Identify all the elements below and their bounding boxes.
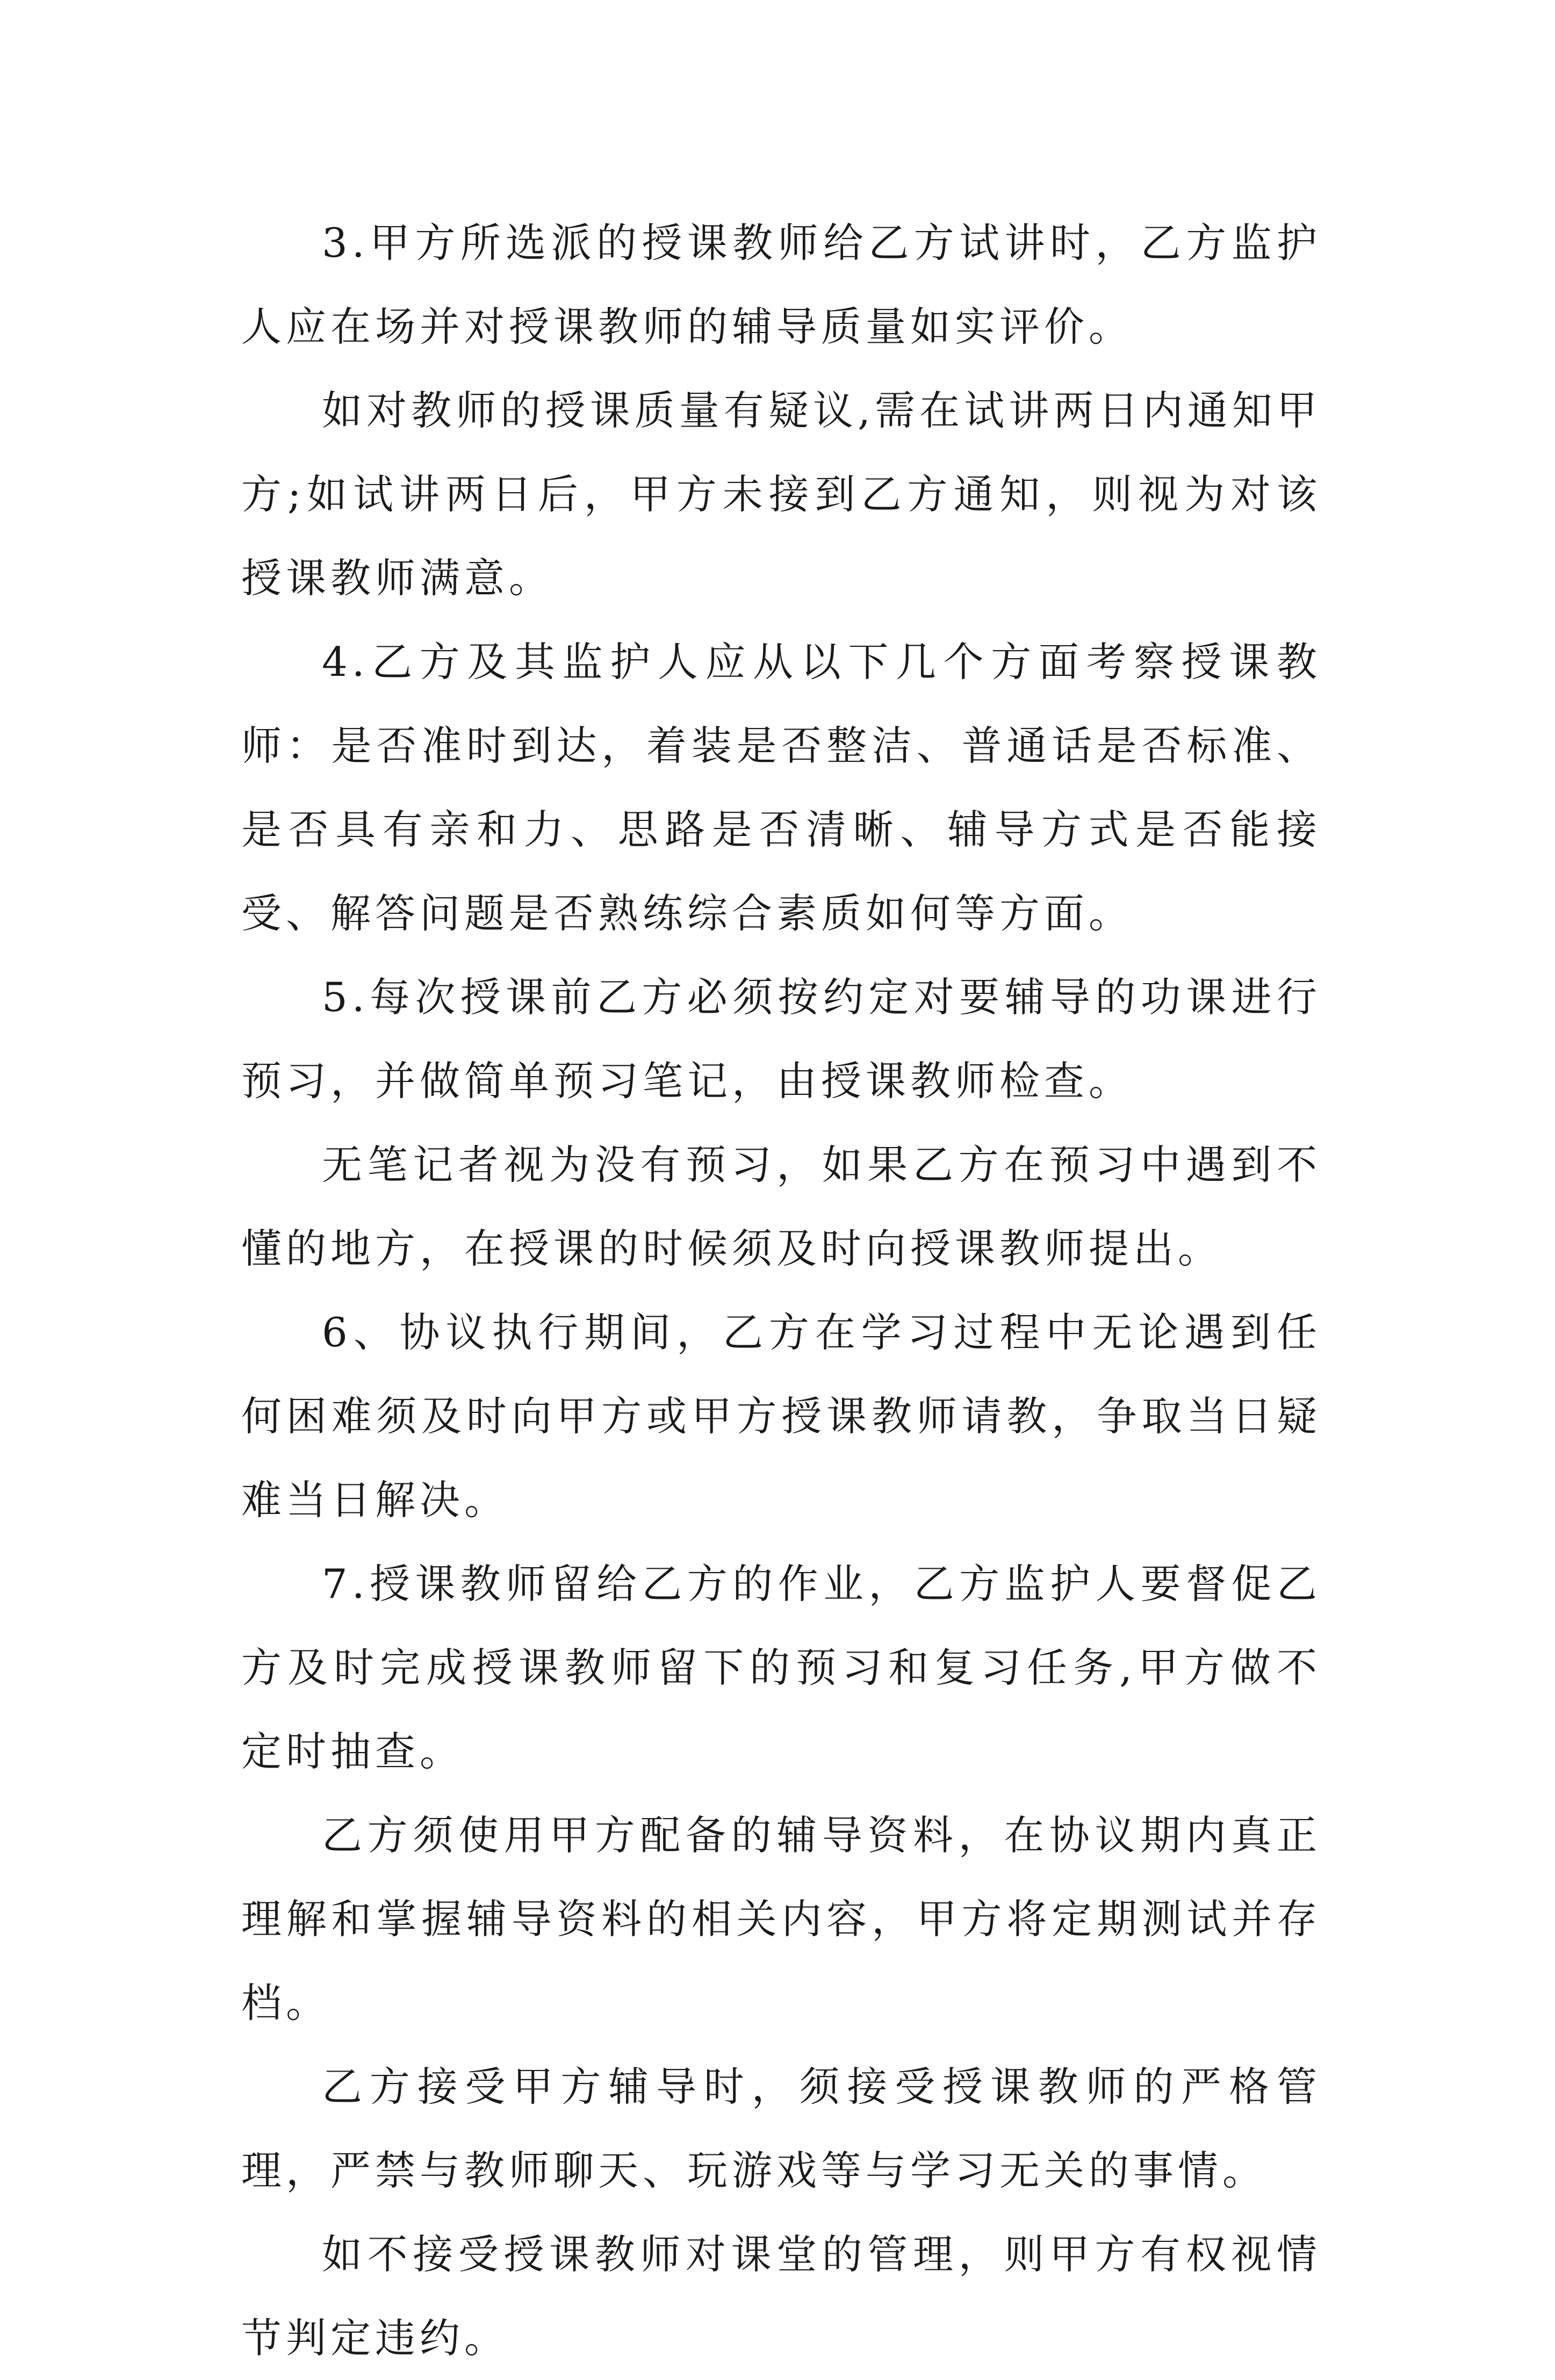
paragraph-clause-4: 4.乙方及其监护人应从以下几个方面考察授课教师：是否准时到达，着装是否整洁、普通话是否标准、是否具有亲和力、思路是否清晰、辅导方式是否能接受、解答问题是否熟练综合素质如何等方面。	[241, 638, 1321, 937]
paragraph-clause-6: 6、协议执行期间，乙方在学习过程中无论遇到任何困难须及时向甲方或甲方授课教师请教，争取当日疑难当日解决。	[241, 1309, 1321, 1524]
paragraph-no-notes: 无笔记者视为没有预习，如果乙方在预习中遇到不懂的地方，在授课的时候须及时向授课教师提出。	[241, 1141, 1321, 1272]
paragraph-trial-objection: 如对教师的授课质量有疑议,需在试讲两日内通知甲方;如试讲两日后，甲方未接到乙方通知，则视为对该授课教师满意。	[241, 387, 1321, 602]
paragraph-materials: 乙方须使用甲方配备的辅导资料，在协议期内真正理解和掌握辅导资料的相关内容，甲方将定期测试并存档。	[241, 1812, 1321, 2026]
paragraph-clause-7: 7.授课教师留给乙方的作业，乙方监护人要督促乙方及时完成授课教师留下的预习和复习任务,甲方做不定时抽查。	[241, 1560, 1321, 1775]
paragraph-clause-3: 3.甲方所选派的授课教师给乙方试讲时，乙方监护人应在场并对授课教师的辅导质量如实评价。	[241, 219, 1321, 350]
paragraph-clause-5: 5.每次授课前乙方必须按约定对要辅导的功课进行预习，并做简单预习笔记，由授课教师检查。	[241, 973, 1321, 1105]
document-body	[241, 201, 1321, 2380]
paragraph-classroom-discipline: 乙方接受甲方辅导时，须接受授课教师的严格管理，严禁与教师聊天、玩游戏等与学习无关的事情。	[241, 2063, 1321, 2194]
paragraph-breach: 如不接受授课教师对课堂的管理，则甲方有权视情节判定违约。	[241, 2231, 1321, 2362]
